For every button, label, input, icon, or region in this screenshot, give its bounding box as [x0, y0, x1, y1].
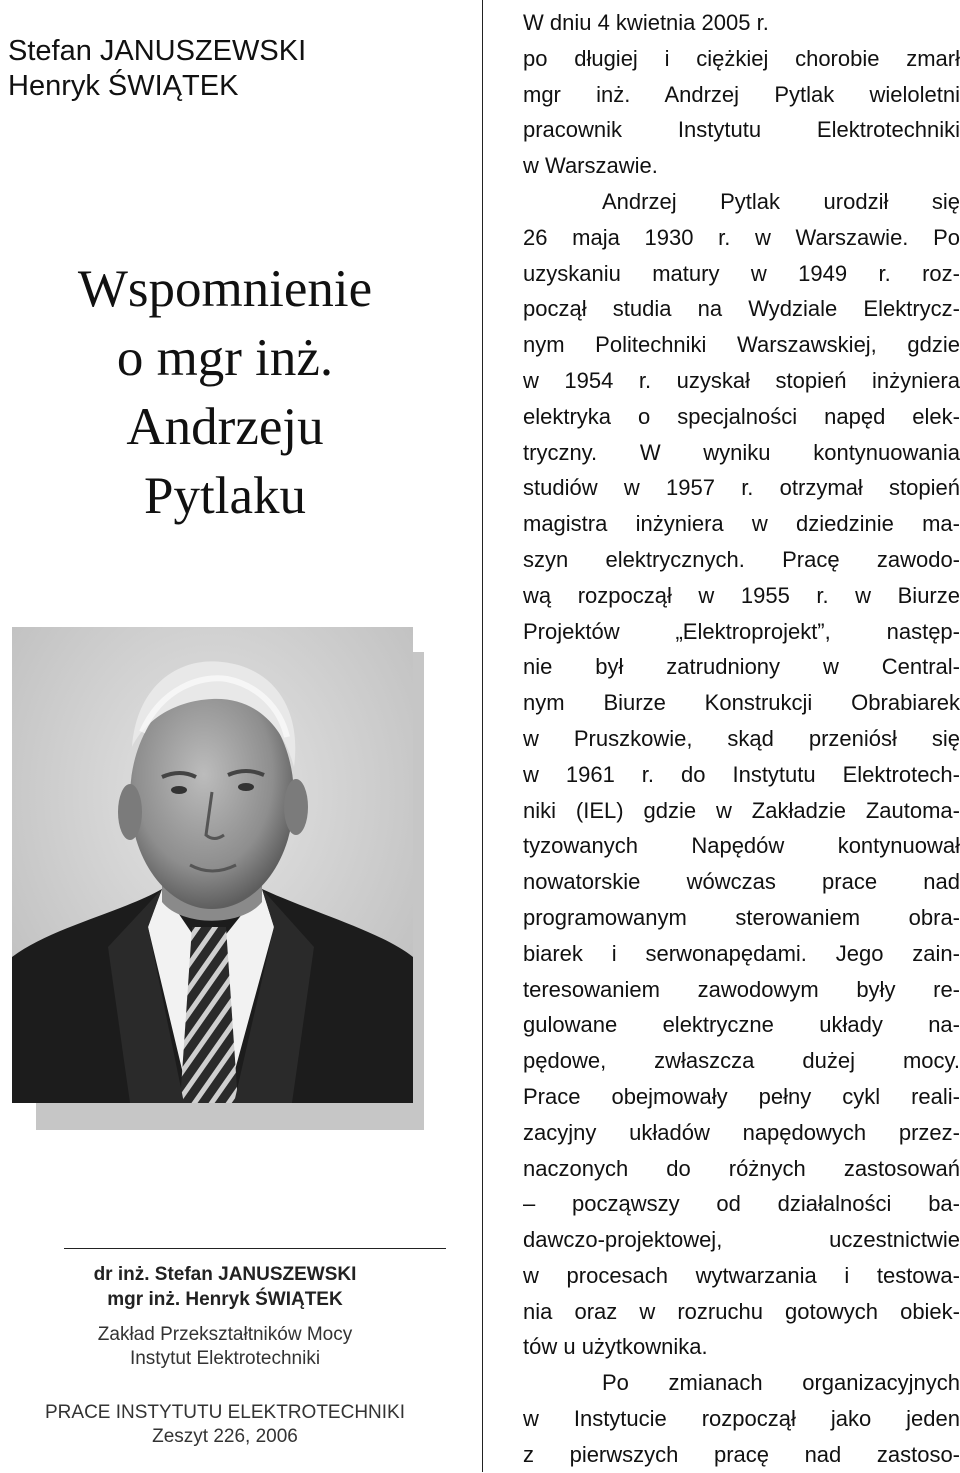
article-line: tryczny. W wyniku kontynuowania [523, 439, 960, 465]
article-line: programowanym sterowaniem obra- [523, 904, 960, 930]
article-line: wą rozpoczął w 1955 r. w Biurze [523, 582, 960, 608]
article-line: dawczo-projektowej, uczestnictwie [523, 1227, 960, 1253]
article-line: gulowane elektryczne układy na- [523, 1012, 960, 1038]
article-line: biarek i serwonapędami. Jego zain- [523, 940, 960, 966]
article-line: nym Politechniki Warszawskiej, gdzie [523, 332, 960, 358]
article-line: Andrzej Pytlak urodził się [602, 188, 960, 214]
article-line: teresowaniem zawodowym były re- [523, 976, 960, 1002]
portrait-photo [12, 627, 413, 1103]
article-line: 26 maja 1930 r. w Warszawie. Po [523, 224, 960, 250]
article-line: tyzowanych Napędów kontynuował [523, 833, 960, 859]
article-line: pracownik Instytutu Elektrotechniki [523, 117, 960, 143]
journal-line: PRACE INSTYTUTU ELEKTROTECHNIKI [45, 1402, 405, 1423]
article-line: – począwszy od działalności ba- [523, 1191, 960, 1217]
article-line: tów u użytkownika. [523, 1334, 708, 1360]
title-line: Pytlaku [144, 467, 306, 525]
author-name: Henryk ŚWIĄTEK [8, 70, 239, 102]
article-line: począł studia na Wydziale Elektrycz- [523, 296, 960, 322]
article-line: szyn elektrycznych. Pracę zawodo- [523, 546, 960, 572]
article-line: Po zmianach organizacyjnych [602, 1370, 960, 1396]
title-line: Andrzeju [126, 398, 324, 456]
article-line: niki (IEL) gdzie w Zakładzie Zautoma- [523, 797, 960, 823]
title-line: Wspomnienie [77, 260, 373, 318]
article-line: w Warszawie. [523, 153, 658, 179]
article-line: magistra inżyniera w dziedzinie ma- [523, 511, 960, 537]
article-line: nia oraz w rozruchu gotowych obiek- [523, 1298, 960, 1324]
article-line: po długiej i ciężkiej chorobie zmarł [523, 45, 960, 71]
journal-line: Zeszyt 226, 2006 [152, 1426, 298, 1447]
authors-header [8, 34, 306, 104]
author-name: Stefan JANUSZEWSKI [8, 35, 307, 67]
byline-author: dr inż. Stefan JANUSZEWSKI [93, 1264, 357, 1285]
article-line: studiów w 1957 r. otrzymał stopień [523, 475, 960, 501]
article-line: z pierwszych pracę nad zastoso- [523, 1441, 960, 1467]
article-line: w Instytucie rozpoczął jako jeden [523, 1406, 960, 1432]
article-line: pędowe, zwłaszcza dużej mocy. [523, 1048, 960, 1074]
left-column [0, 0, 470, 1472]
article-line: zacyjny układów napędowych przez- [523, 1119, 960, 1145]
institution-line: Instytut Elektrotechniki [129, 1348, 321, 1369]
article-line: mgr inż. Andrzej Pytlak wieloletni [523, 81, 960, 107]
article-line: w 1954 r. uzyskał stopień inżyniera [523, 367, 960, 393]
article-line: naczonych do różnych zastosowań [523, 1155, 960, 1181]
article-title [0, 255, 450, 531]
column-divider [482, 0, 483, 1472]
article-line: w procesach wytwarzania i testowa- [523, 1262, 960, 1288]
article-line: elektryka o specjalności napęd elek- [523, 403, 960, 429]
separator-line [64, 1248, 446, 1249]
article-line: nym Biurze Konstrukcji Obrabiarek [523, 690, 960, 716]
article-line: Projektów „Elektroprojekt”, następ- [523, 618, 960, 644]
institution-line: Zakład Przekształtników Mocy [97, 1324, 353, 1345]
article-line: w 1961 r. do Instytutu Elektrotech- [523, 761, 960, 787]
article-line: w Pruszkowie, skąd przeniósł się [523, 725, 960, 751]
byline [0, 1262, 450, 1449]
article-body [523, 5, 960, 1473]
title-line: o mgr inż. [116, 329, 334, 387]
article-line: uzyskaniu matury w 1949 r. roz- [523, 260, 960, 286]
article-line: nie był zatrudniony w Central- [523, 654, 960, 680]
article-line: Prace obejmowały pełny cykl reali- [523, 1083, 960, 1109]
article-line: nowatorskie wówczas prace nad [523, 869, 960, 895]
byline-author: mgr inż. Henryk ŚWIĄTEK [107, 1289, 343, 1310]
article-line: W dniu 4 kwietnia 2005 r. [523, 10, 769, 35]
